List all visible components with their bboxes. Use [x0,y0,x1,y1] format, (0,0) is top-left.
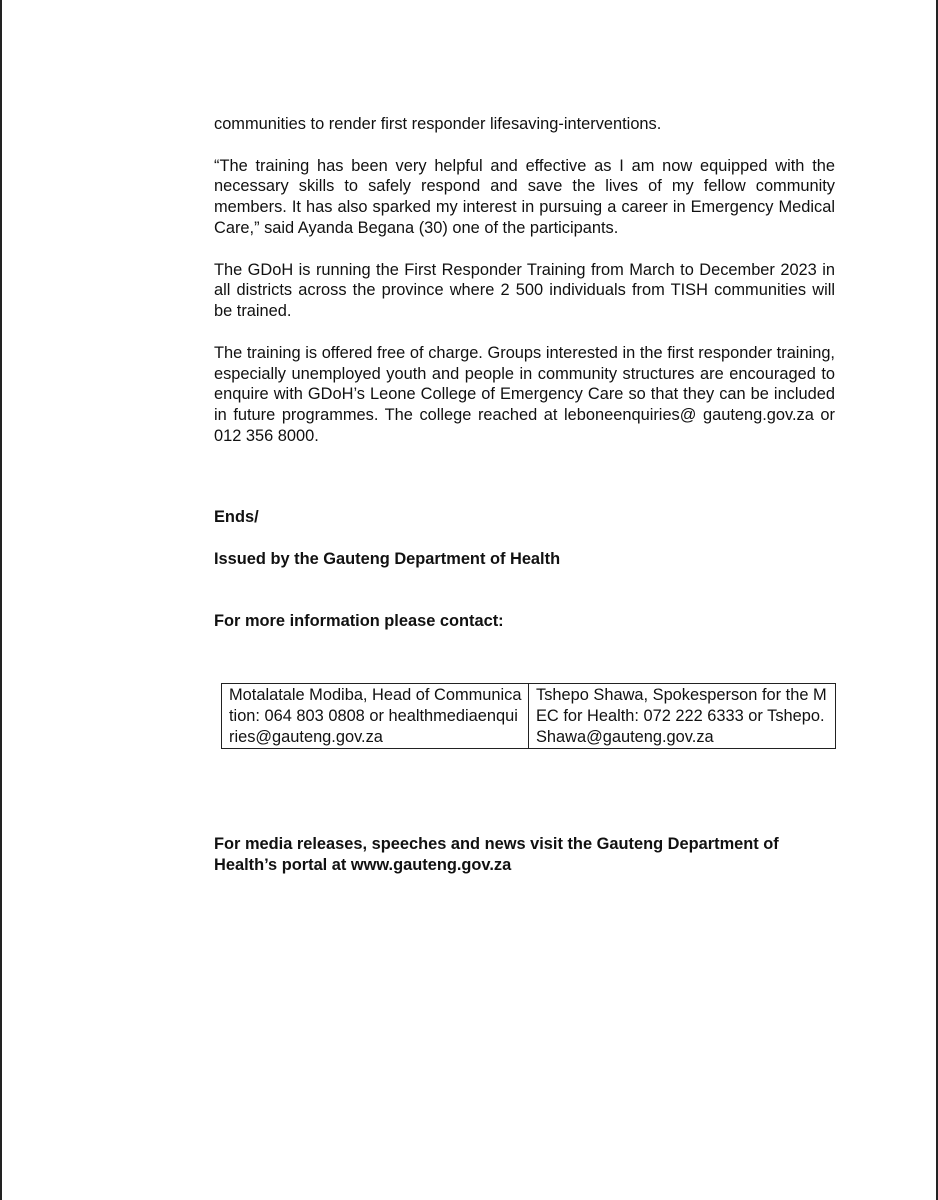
paragraph-training-schedule: The GDoH is running the First Responder Training from March to December 2023 in all districts across the province where 2 500 individuals from TISH communities will be trained. [214,260,835,321]
page-border-left [0,0,2,1200]
paragraph-participant-quote: “The training has been very helpful and effective as I am now equipped with the necessary skills to safely respond and save the lives of my fellow community members. It has also sparked my interest in pursuing a career in Emergency Medical Care,” said Ayanda Begana (30) one of the participants. [214,156,835,237]
contacts-row [222,684,836,749]
ends-marker: Ends/ [214,507,259,526]
contacts-table [221,683,836,749]
issued-by: Issued by the Gauteng Department of Health [214,549,561,568]
contact-cell-shawa: Tshepo Shawa, Spokesperson for the MEC for Health: 072 222 6333 or Tshepo.Shawa@gauteng.gov.za [529,684,836,749]
contact-heading: For more information please contact: [214,612,504,631]
press-release-body [214,114,835,632]
media-portal-note: For media releases, speeches and news visit the Gauteng Department of Health’s portal at www.gauteng.gov.za [214,835,779,874]
contact-cell-modiba: Motalatale Modiba, Head of Communication: 064 803 0808 or healthmediaenquiries@gauteng.gov.za [222,684,529,749]
paragraph-intro-tail: communities to render first responder lifesaving-interventions. [214,115,662,133]
paragraph-free-training: The training is offered free of charge. Groups interested in the first responder training, especially unemployed youth and people in community structures are encouraged to enquire with GDoH’s Leone College of Emergency Care so that they can be included in future programmes. The college reached at leboneenquiries@ gauteng.gov.za or 012 356 8000. [214,343,835,445]
